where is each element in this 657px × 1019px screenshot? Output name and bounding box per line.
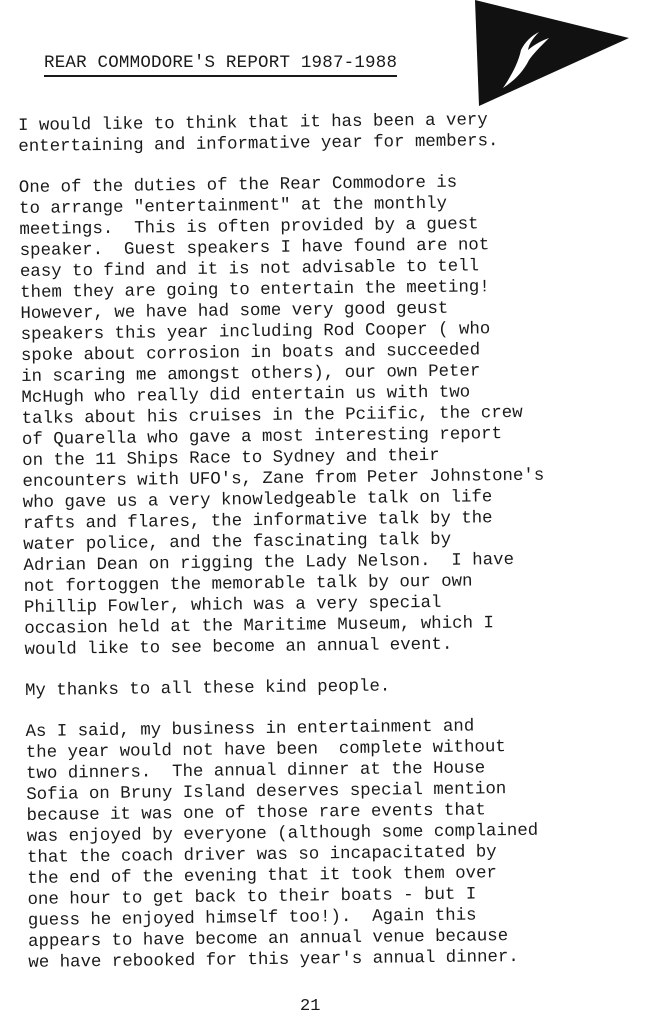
text-line: of Quarella who gave a most interesting report bbox=[21, 425, 503, 450]
text-line: two dinners. The annual dinner at the House bbox=[25, 759, 486, 784]
text-line: in scaring me amongst others), our own Peter bbox=[21, 362, 481, 387]
text-line: them they are going to entertain the meeting! bbox=[20, 278, 490, 303]
text-line: spoke about corrosion in boats and succeeded bbox=[20, 341, 481, 366]
text-line: One of the duties of the Rear Commodore is bbox=[18, 173, 458, 198]
paragraph bbox=[19, 170, 655, 661]
text-line: speaker. Guest speakers I have found are not bbox=[19, 236, 490, 261]
text-line: However, we have had some very good geust bbox=[20, 299, 449, 324]
text-line: to arrange "entertainment" at the monthly bbox=[19, 194, 448, 219]
paragraph bbox=[18, 108, 648, 158]
text-line: would like to see become an annual event. bbox=[24, 635, 453, 660]
text-line: speakers this year including Rod Cooper ( who bbox=[20, 320, 491, 345]
text-line: one hour to get back to their boats - but I bbox=[27, 885, 477, 910]
text-line: guess he enjoyed himself too!). Again this bbox=[27, 906, 477, 931]
paragraph bbox=[25, 714, 657, 974]
text-line: encounters with UFO's, Zane from Peter Johnstone's bbox=[22, 466, 545, 492]
text-line: we have rebooked for this year's annual dinner. bbox=[28, 947, 519, 973]
text-line: Phillip Fowler, which was a very special bbox=[23, 593, 442, 618]
text-line: occasion held at the Maritime Museum, which I bbox=[24, 614, 494, 639]
page-number: 21 bbox=[300, 997, 321, 1016]
burgee-pennant-icon bbox=[473, 0, 631, 106]
report-body bbox=[18, 108, 657, 994]
text-line: rafts and flares, the informative talk by the bbox=[22, 509, 493, 534]
text-line: entertaining and informative year for members. bbox=[18, 132, 499, 157]
text-line: the end of the evening that it took them over bbox=[27, 864, 498, 889]
pennant-flag-shape bbox=[475, 0, 629, 106]
text-line: water police, and the fascinating talk by bbox=[23, 530, 452, 555]
text-line: Adrian Dean on rigging the Lady Nelson. I have bbox=[23, 550, 515, 576]
report-title: REAR COMMODORE'S REPORT 1987-1988 bbox=[44, 52, 397, 77]
text-line: was enjoyed by everyone (although some complained bbox=[26, 821, 539, 847]
text-line: My thanks to all these kind people. bbox=[24, 677, 391, 701]
text-line: I would like to think that it has been a very bbox=[18, 111, 488, 136]
text-line: because it was one of those rare events that bbox=[26, 801, 486, 826]
text-line: the year would not have been complete without bbox=[25, 738, 506, 763]
text-line: who gave us a very knowledgeable talk on life bbox=[22, 488, 493, 513]
text-line: McHugh who really did entertain us with two bbox=[21, 383, 471, 408]
paragraph bbox=[25, 673, 655, 702]
text-line: not fortoggen the memorable talk by our own bbox=[23, 572, 473, 597]
text-line: easy to find and it is not advisable to tell bbox=[19, 257, 480, 282]
text-line: talks about his cruises in the Pciific, the crew bbox=[21, 403, 523, 429]
text-line: Sofia on Bruny Island deserves special mention bbox=[26, 780, 507, 805]
text-line: appears to have become an annual venue because bbox=[27, 927, 509, 952]
text-line: meetings. This is often provided by a guest bbox=[19, 215, 479, 240]
text-line: on the 11 Ships Race to Sydney and their bbox=[22, 446, 440, 471]
text-line: that the coach driver was so incapacitated by bbox=[26, 843, 497, 868]
text-line: As I said, my business in entertainment and bbox=[25, 717, 475, 742]
